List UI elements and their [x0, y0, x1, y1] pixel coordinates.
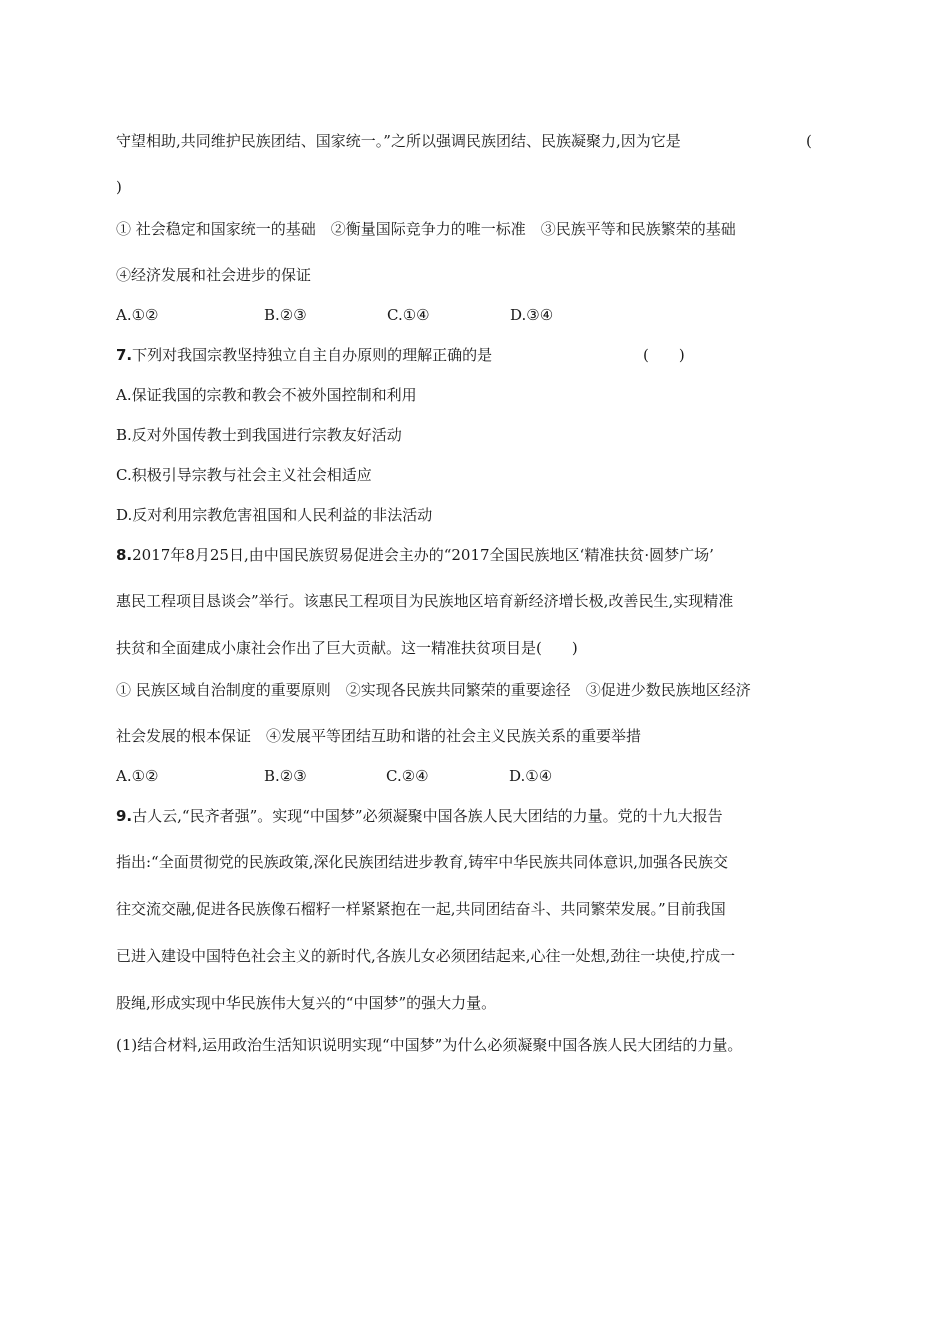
q8-options	[116, 766, 716, 786]
q8-option-c[interactable]: C.②④	[386, 767, 429, 785]
q6-option-c[interactable]: C.①④	[387, 306, 430, 324]
q9-stem-line-3: 往交流交融,促进各民族像石榴籽一样紧紧抱在一起,共同团结奋斗、共同繁荣发展。”目前我国	[116, 900, 726, 918]
q6-statements-line-2: ④经济发展和社会进步的保证	[116, 266, 312, 284]
q6-statements-line-1: ① 社会稳定和国家统一的基础 ②衡量国际竞争力的唯一标准 ③民族平等和民族繁荣的基础	[116, 220, 736, 238]
q9-stem-text-1: 古人云,“民齐者强”。实现“中国梦”必须凝聚中国各族人民大团结的力量。党的十九大报告	[132, 807, 723, 825]
q9-stem-line-2: 指出:“全面贯彻党的民族政策,深化民族团结进步教育,铸牢中华民族共同体意识,加强各民族交	[116, 853, 729, 871]
q8-stem-line-3: 扶贫和全面建成小康社会作出了巨大贡献。这一精准扶贫项目是( )	[116, 639, 578, 657]
q6-option-a[interactable]: A.①②	[116, 306, 159, 324]
q8-statements-line-1: ① 民族区域自治制度的重要原则 ②实现各民族共同繁荣的重要途径 ③促进少数民族地区经济	[116, 681, 751, 699]
q7-answer-paren: ( )	[643, 346, 685, 364]
q9-stem-line-1	[116, 806, 723, 826]
q8-option-d[interactable]: D.①④	[509, 767, 553, 785]
q6-option-d[interactable]: D.③④	[510, 306, 554, 324]
q6-options	[116, 305, 716, 325]
q7-option-d[interactable]: D.反对利用宗教危害祖国和人民利益的非法活动	[116, 506, 433, 524]
q7-option-c[interactable]: C.积极引导宗教与社会主义社会相适应	[116, 466, 372, 484]
q6-answer-paren-open: (	[806, 132, 812, 150]
q6-stem-line-1: 守望相助,共同维护民族团结、国家统一。”之所以强调民族团结、民族凝聚力,因为它是	[116, 132, 681, 150]
q8-statements-line-2: 社会发展的根本保证 ④发展平等团结互助和谐的社会主义民族关系的重要举措	[116, 727, 642, 745]
q8-option-a[interactable]: A.①②	[116, 767, 159, 785]
q8-option-b[interactable]: B.②③	[264, 767, 307, 785]
q9-number: 9.	[116, 807, 133, 825]
q7-option-a[interactable]: A.保证我国的宗教和教会不被外国控制和利用	[116, 386, 417, 404]
q7-stem-text: 下列对我国宗教坚持独立自主自办原则的理解正确的是	[132, 346, 493, 364]
q7-stem	[116, 345, 492, 365]
q9-subquestion-1: (1)结合材料,运用政治生活知识说明实现“中国梦”为什么必须凝聚中国各族人民大团结的力量。	[116, 1036, 743, 1054]
q8-stem-text-1: 2017年8月25日,由中国民族贸易促进会主办的“2017全国民族地区‘精准扶贫·圆梦广场’	[132, 546, 714, 564]
q9-stem-line-5: 股绳,形成实现中华民族伟大复兴的“中国梦”的强大力量。	[116, 994, 497, 1012]
q6-answer-paren-close: )	[116, 178, 122, 196]
q8-stem-line-2: 惠民工程项目恳谈会”举行。该惠民工程项目为民族地区培育新经济增长极,改善民生,实现精准	[116, 592, 734, 610]
q8-stem-line-1	[116, 545, 714, 565]
q9-stem-line-4: 已进入建设中国特色社会主义的新时代,各族儿女必须团结起来,心往一处想,劲往一块使,拧成一	[116, 947, 736, 965]
q8-number: 8.	[116, 546, 133, 564]
q7-number: 7.	[116, 346, 133, 364]
q7-option-b[interactable]: B.反对外国传教士到我国进行宗教友好活动	[116, 426, 402, 444]
q6-option-b[interactable]: B.②③	[264, 306, 307, 324]
